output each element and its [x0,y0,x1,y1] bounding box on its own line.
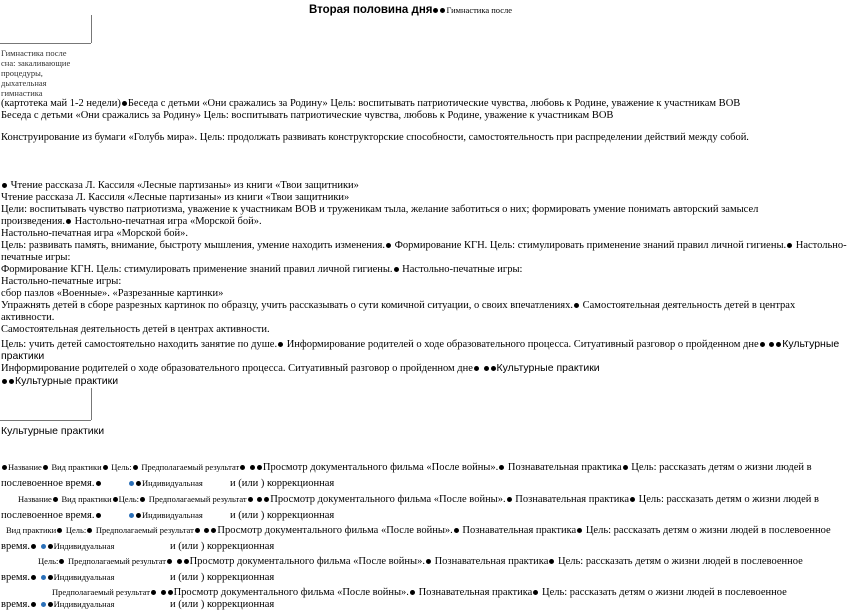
text-line: Цели: воспитывать чувство патриотизма, уважение к участникам ВОВ и труженикам тыла, желание заботиться о них; формировать умение понимать авторский замысел [1,204,759,215]
text-line: Культурные практики [1,425,105,437]
row [128,510,203,522]
row [1,478,102,490]
bullet-icon [577,528,582,533]
cell: время. [1,572,30,583]
cell: Цель: рассказать детям о жизни людей в послевоенное [541,587,787,598]
bullet-icon [96,481,101,486]
bullet-icon [48,544,53,549]
bullet-icon [31,544,36,549]
gym-line: Гимнастика после [1,48,67,58]
text-segment: Настольно- [795,240,847,251]
text-line [1,338,839,351]
cell: время. [1,599,30,610]
row [1,541,114,553]
title-suffix: Гимнастика после [446,5,513,15]
row: и (или ) коррекционная [170,541,275,552]
text-segment: Настольно-печатная игра «Морской бой». [74,216,262,227]
text-segment: Упражнять детей в сборе разрезных картинок по образцу, учить рассказывать о сути комичной ситуации, о своих впечатлениях. [1,300,574,311]
text-segment: Самостоятельная деятельность детей в центрах [582,300,796,311]
row: и (или ) коррекционная [230,510,335,521]
cell: Предполагаемый результат [68,556,166,566]
bullet-icon [136,481,141,486]
cell: Познавательная практика [418,587,533,598]
text-line [1,216,262,228]
row: и (или ) коррекционная [170,599,275,610]
bullet-icon [454,528,459,533]
bullet-icon [211,528,216,533]
bullet-icon [43,465,48,470]
bullet-icon [177,559,182,564]
bullet-icon [2,183,7,188]
text-segment: (картотека май 1-2 недели) [1,98,121,109]
row [18,494,819,506]
bullet-icon [2,465,7,470]
gym-line: сна: закаливающие [1,58,71,68]
row: и (или ) коррекционная [230,478,335,489]
bullet-icon [129,481,134,486]
bullet-icon [507,497,512,502]
text-segment: Информирование родителей о ходе образовательного процесса. Ситуативный разговор о пройденном дне [286,339,759,350]
frame-line [0,420,91,421]
text-segment: Чтение рассказа Л. Кассиля «Лесные партизаны» из книги «Твои защитники» [10,180,359,191]
text-line: Конструирование из бумаги «Голубь мира». Цель: продолжать развивать конструкторские способности, самостоятельность при распределении действий между собой. [1,132,749,143]
text-segment: Настольно-печатные игры: [402,264,523,275]
bullet-icon [184,559,189,564]
bullet-icon [776,342,781,347]
bullet-icon [31,602,36,607]
cell: Предполагаемый результат [95,525,194,535]
bullet-icon [630,497,635,502]
bullet-icon [769,342,774,347]
cell: Индивидуальная [53,572,115,582]
title-text: Вторая половина дня [309,4,433,16]
frame-line [0,43,91,44]
text-line: Беседа с детьми «Они сражались за Родину» Цель: воспитывать патриотические чувства, любовь к Родине, уважение к участникам ВОВ [1,110,614,121]
cell: Познавательная практика [507,462,622,473]
cell: Цель: [65,525,87,535]
bullet-icon [161,590,166,595]
cell: Название [8,462,42,472]
cell: Познавательная практика [462,525,577,536]
cell: Предполагаемый результат [141,462,240,472]
bullet-icon [133,465,138,470]
bullet-icon [474,366,479,371]
cell: Просмотр документального фильма «После войны». [217,525,453,536]
frame-line [91,388,92,420]
text-segment: Беседа с детьми «Они сражались за Родину» Цель: воспитывать патриотические чувства, любовь к Родине, уважение к участникам ВОВ [127,98,741,109]
text-line: практики [1,350,45,362]
text-segment: Культурные практики [496,362,600,374]
bullet-icon [41,544,46,549]
bullet-icon [9,379,14,384]
bullet-icon [574,303,579,308]
cell: Просмотр документального фильма «После войны». [173,587,409,598]
bullet-icon [787,243,792,248]
row [1,462,812,474]
bullet-icon [31,575,36,580]
bullet-icon [433,8,438,13]
cell: Индивидуальная [53,599,115,609]
cell: Индивидуальная [142,510,203,520]
gym-line: гимнастика [1,88,43,98]
bullet-icon [533,590,538,595]
text-line: Самостоятельная деятельность детей в центрах активности. [1,324,270,335]
bullet-icon [250,465,255,470]
cell: Предполагаемый результат [52,587,150,597]
text-line: Настольно-печатная игра «Морской бой». [1,228,188,239]
cell: Цель: [38,556,59,566]
row [38,556,803,568]
text-segment: Формирование КГН. Цель: стимулировать применение знаний правил личной гигиены. [1,264,393,275]
cell: время. [1,541,30,552]
cell: послевоенное время. [1,510,95,521]
bullet-icon [151,590,156,595]
text-line [1,180,359,192]
cell: Индивидуальная [53,541,115,551]
text-segment: Цель: учить детей самостоятельно находить занятие по душе. [1,339,278,350]
cell: Просмотр документального фильма «После войны». [189,556,425,567]
bullet-icon [53,497,58,502]
bullet-icon [167,559,172,564]
bullet-icon [394,267,399,272]
gym-line: процедуры, [1,68,43,78]
row [6,525,831,537]
text-segment: Культурные практики [15,375,119,387]
cell: Вид практики [6,525,57,535]
row [128,478,203,490]
row [1,572,114,584]
bullet-icon [96,513,101,518]
bullet-icon [499,465,504,470]
bullet-icon [240,465,245,470]
cell: Индивидуальная [142,478,203,488]
frame-line [91,15,92,43]
bullet-icon [248,497,253,502]
bullet-icon [113,497,118,502]
bullet-icon [386,243,391,248]
bullet-icon [57,528,62,533]
bullet-icon [140,497,145,502]
text-line: Настольно-печатные игры: [1,276,122,287]
cell: Цель: рассказать детям о жизни людей в послевоенное [558,556,803,567]
text-segment: Формирование КГН. Цель: стимулировать применение знаний правил личной гигиены. [394,240,787,251]
row [1,599,114,611]
bullet-icon [41,602,46,607]
text-segment: Цель: развивать память, внимание, быстроту мышления, умение находить изменения. [1,240,385,251]
cell: Вид практики [51,462,102,472]
text-line: активности. [1,312,55,323]
bullet-icon [491,366,496,371]
cell: Цель: [118,494,140,504]
bullet-icon [257,465,262,470]
bullet-icon [2,379,7,384]
cell: Просмотр документального фильма «После войны». [262,462,499,473]
cell: Вид практики [61,494,112,504]
bullet-icon [426,559,431,564]
cell: Цель: рассказать детям о жизни людей в [631,462,812,473]
text-segment: произведения. [1,216,65,227]
bullet-icon [195,528,200,533]
bullet-icon [87,528,92,533]
bullet-icon [168,590,173,595]
text-line: сбор пазлов «Военные». «Разрезанные картинки» [1,288,224,299]
bullet-icon [278,342,283,347]
bullet-icon [129,513,134,518]
cell: Просмотр документального фильма «После войны». [270,494,506,505]
cell: Предполагаемый результат [148,494,247,504]
bullet-icon [136,513,141,518]
row [1,510,102,522]
text-line [1,240,847,252]
bullet-icon [760,342,765,347]
text-line: Чтение рассказа Л. Кассиля «Лесные партизаны» из книги «Твои защитники» [1,192,350,203]
text-segment: Культурные [782,338,840,350]
bullet-icon [48,575,53,580]
bullet-icon [204,528,209,533]
bullet-icon [59,559,64,564]
bullet-icon [103,465,108,470]
text-line [1,300,795,312]
bullet-icon [410,590,415,595]
gym-line: дыхательная [1,78,47,88]
page-title [309,4,512,16]
text-line: печатные игры: [1,252,71,263]
bullet-icon [549,559,554,564]
bullet-icon [66,219,71,224]
row [52,587,787,599]
row: и (или ) коррекционная [170,572,275,583]
bullet-icon [48,602,53,607]
bullet-icon [264,497,269,502]
bullet-icon [257,497,262,502]
bullet-icon [623,465,628,470]
bullet-icon [41,575,46,580]
text-line [1,264,522,276]
cell: послевоенное время. [1,478,95,489]
bullet-icon [484,366,489,371]
text-line [1,98,740,110]
cell: Цель: [111,462,132,472]
text-line [1,375,118,387]
cell: Название [18,494,52,504]
bullet-icon [440,8,445,13]
bullet-icon [122,101,127,106]
cell: Цель: рассказать детям о жизни людей в [638,494,819,505]
cell: Познавательная практика [434,556,549,567]
text-line [1,362,600,375]
cell: Познавательная практика [515,494,630,505]
text-segment: Информирование родителей о ходе образовательного процесса. Ситуативный разговор о пройденном дне [1,363,473,374]
cell: Цель: рассказать детям о жизни людей в послевоенное [585,525,831,536]
